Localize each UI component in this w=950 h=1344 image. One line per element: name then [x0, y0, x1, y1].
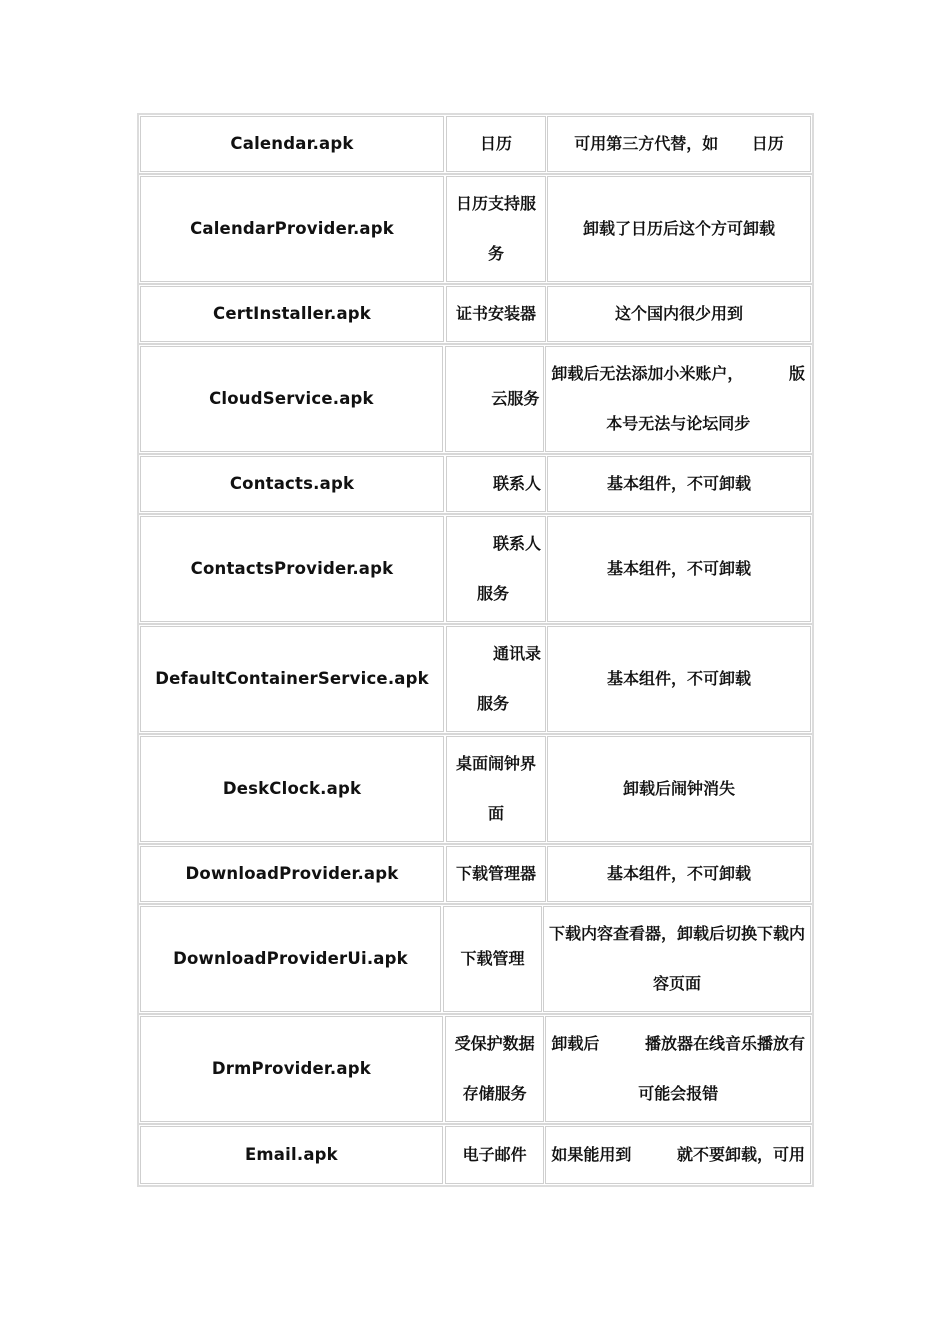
- apk-filename: DeskClock.apk: [140, 736, 444, 842]
- apk-display-name: 证书安装器: [446, 286, 546, 342]
- apk-filename: CalendarProvider.apk: [140, 176, 444, 282]
- apk-description: 这个国内很少用到: [547, 286, 811, 342]
- apk-display-name: 电子邮件: [445, 1126, 545, 1184]
- apk-filename: DownloadProviderUi.apk: [140, 906, 441, 1012]
- apk-description: 下载内容查看器，卸载后切换下载内 容页面: [543, 906, 811, 1012]
- apk-description: 卸载了日历后这个方可卸载: [547, 176, 811, 282]
- apk-description: 基本组件，不可卸载: [547, 516, 811, 622]
- apk-description: 卸载后闹钟消失: [547, 736, 811, 842]
- apk-filename: DefaultContainerService.apk: [140, 626, 444, 732]
- apk-display-name: 受保护数据 存储服务: [445, 1016, 545, 1122]
- apk-filename: Contacts.apk: [140, 456, 444, 512]
- table-row: [139, 625, 812, 735]
- apk-description: 基本组件，不可卸载: [547, 846, 811, 902]
- apk-description: 卸载后 播放器在线音乐播放有 可能会报错: [545, 1016, 811, 1122]
- apk-display-name: 联系人: [446, 456, 546, 512]
- table-row: [139, 345, 812, 455]
- apk-description: 卸载后无法添加小米账户， 版 本号无法与论坛同步: [545, 346, 811, 452]
- table-row: [139, 175, 812, 285]
- apk-filename: DownloadProvider.apk: [140, 846, 444, 902]
- table-row: [139, 905, 812, 1015]
- apk-display-name: 下载管理: [443, 906, 542, 1012]
- apk-filename: DrmProvider.apk: [140, 1016, 443, 1122]
- apk-description: 如果能用到 就不要卸载，可用: [545, 1126, 811, 1184]
- apk-description: 基本组件，不可卸载: [547, 456, 811, 512]
- apk-display-name: 联系人 服务: [446, 516, 546, 622]
- table-row: [139, 845, 812, 905]
- apk-filename: Email.apk: [140, 1126, 443, 1184]
- apk-display-name: 通讯录 服务: [446, 626, 546, 732]
- table-row: [139, 735, 812, 845]
- table-row: [139, 515, 812, 625]
- apk-filename: Calendar.apk: [140, 116, 444, 172]
- apk-display-name: 云服务: [445, 346, 545, 452]
- apk-filename: CloudService.apk: [140, 346, 443, 452]
- table-row: [139, 1015, 812, 1125]
- table-row: [139, 115, 812, 175]
- apk-description: 基本组件，不可卸载: [547, 626, 811, 732]
- apk-table: [137, 113, 814, 1187]
- apk-display-name: 日历支持服 务: [446, 176, 546, 282]
- table-row: [139, 1125, 812, 1185]
- apk-display-name: 下载管理器: [446, 846, 546, 902]
- apk-filename: CertInstaller.apk: [140, 286, 444, 342]
- apk-display-name: 日历: [446, 116, 546, 172]
- table-row: [139, 455, 812, 515]
- apk-filename: ContactsProvider.apk: [140, 516, 444, 622]
- apk-display-name: 桌面闹钟界 面: [446, 736, 546, 842]
- apk-description: 可用第三方代替，如 日历: [547, 116, 811, 172]
- table-row: [139, 285, 812, 345]
